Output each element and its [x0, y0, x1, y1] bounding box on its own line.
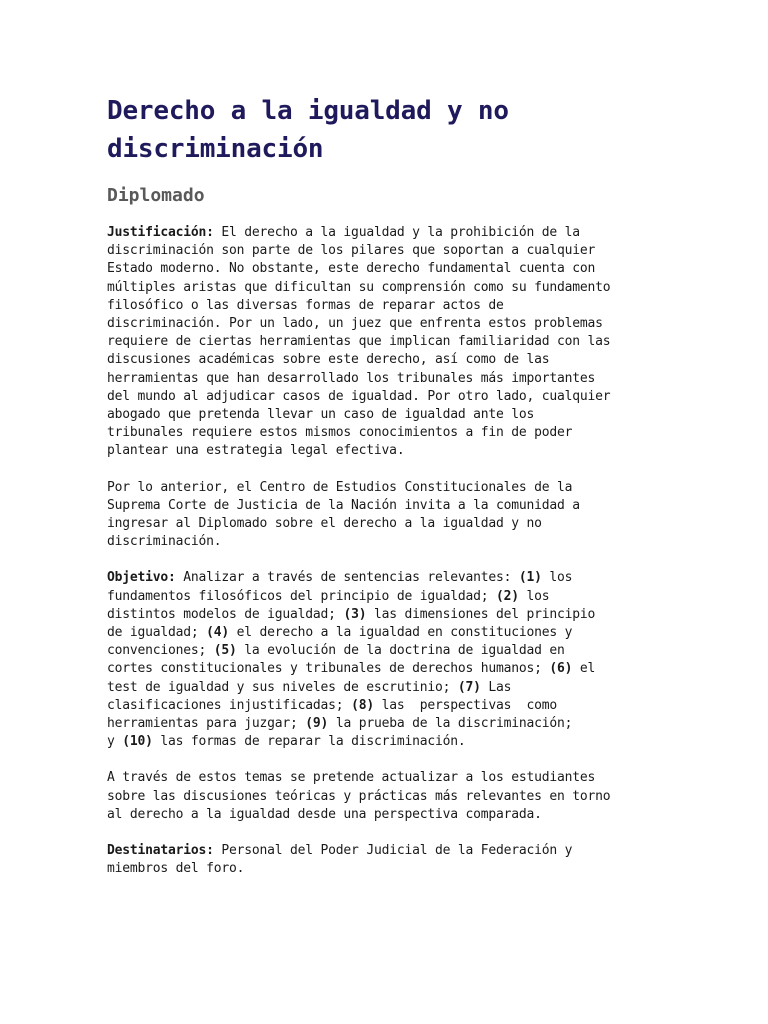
objetivo-number: (5) [213, 643, 237, 659]
objetivo-text: las formas de reparar la discriminación. [152, 734, 466, 750]
document-title: Derecho a la igualdad y no discriminación [107, 96, 509, 164]
objetivo-number: (8) [351, 697, 374, 713]
objetivo-text: el derecho a la igualdad en constituciones y convenciones; [107, 625, 573, 659]
objetivo-text: Analizar a través de sentencias relevantes: [175, 570, 519, 586]
paragraph-anterior: Por lo anterior, el Centro de Estudios Constitucionales de la Suprema Corte de Justicia de la Nación invita a la comunidad a ingresar al Diplomado sobre el derecho a la igualdad y no discriminación. [107, 479, 580, 550]
objetivo-text: Las clasificaciones injustificadas; [107, 679, 512, 713]
objetivo-number: (10) [122, 734, 153, 750]
paragraph-justificacion [107, 224, 667, 461]
objetivo-number: (7) [457, 679, 481, 695]
paragraph-destinatarios [107, 842, 667, 878]
paragraph-objetivo [107, 569, 667, 751]
label-objetivo: Objetivo: [107, 570, 176, 586]
objetivo-text: los distintos modelos de igualdad; [107, 588, 550, 622]
objetivo-text: el test de igualdad y sus niveles de escrutinio; [107, 661, 596, 695]
objetivo-number: (1) [518, 570, 542, 586]
text-justificacion: El derecho a la igualdad y la prohibición de la discriminación son parte de los pilares que soportan a cualquier Estado moderno. No obstante, este derecho fundamental cuenta con múltiples aristas que dificultan su comprensión como su fundamento filosófico o las diversas formas de reparar actos de discriminación. Por un lado, un juez que enfrenta estos problemas requiere de ciertas herramientas que implican familiaridad con las discusiones académicas sobre este derecho, así como de las herramientas que han desarrollado los tribunales más importantes del mundo al adjudicar casos de igualdad. Por otro lado, cualquier abogado que pretenda llevar un caso de igualdad ante los tribunales requiere estos mismos conocimientos a fin de poder plantear una estrategia legal efectiva. [107, 225, 611, 459]
objetivo-text: la prueba de la discriminación; y [107, 716, 573, 750]
objetivo-number: (3) [343, 606, 367, 622]
objetivo-text: la evolución de la doctrina de igualdad en cortes constitucionales y tribunales de derechos humanos; [107, 643, 565, 677]
label-justificacion: Justificación: [107, 225, 214, 240]
document-subtitle: Diplomado [107, 185, 205, 206]
objetivo-text: los fundamentos filosóficos del principio de igualdad; [107, 570, 573, 604]
objetivo-number: (2) [495, 588, 519, 604]
label-destinatarios: Destinatarios: [107, 843, 214, 859]
text-destinatarios: Personal del Poder Judicial de la Federación y miembros del foro. [107, 843, 573, 877]
paragraph-temas: A través de estos temas se pretende actualizar a los estudiantes sobre las discusiones teóricas y prácticas más relevantes en torno al derecho a la igualdad desde una perspectiva comparada. [107, 770, 611, 822]
objetivo-number: (6) [549, 661, 573, 677]
objetivo-number: (4) [206, 625, 230, 641]
objetivo-number: (9) [305, 716, 329, 732]
objetivo-text: las dimensiones del principio de igualdad; [107, 606, 596, 641]
objetivo-text: las perspectivas como herramientas para juzgar; [107, 697, 557, 732]
document-page [107, 92, 667, 879]
